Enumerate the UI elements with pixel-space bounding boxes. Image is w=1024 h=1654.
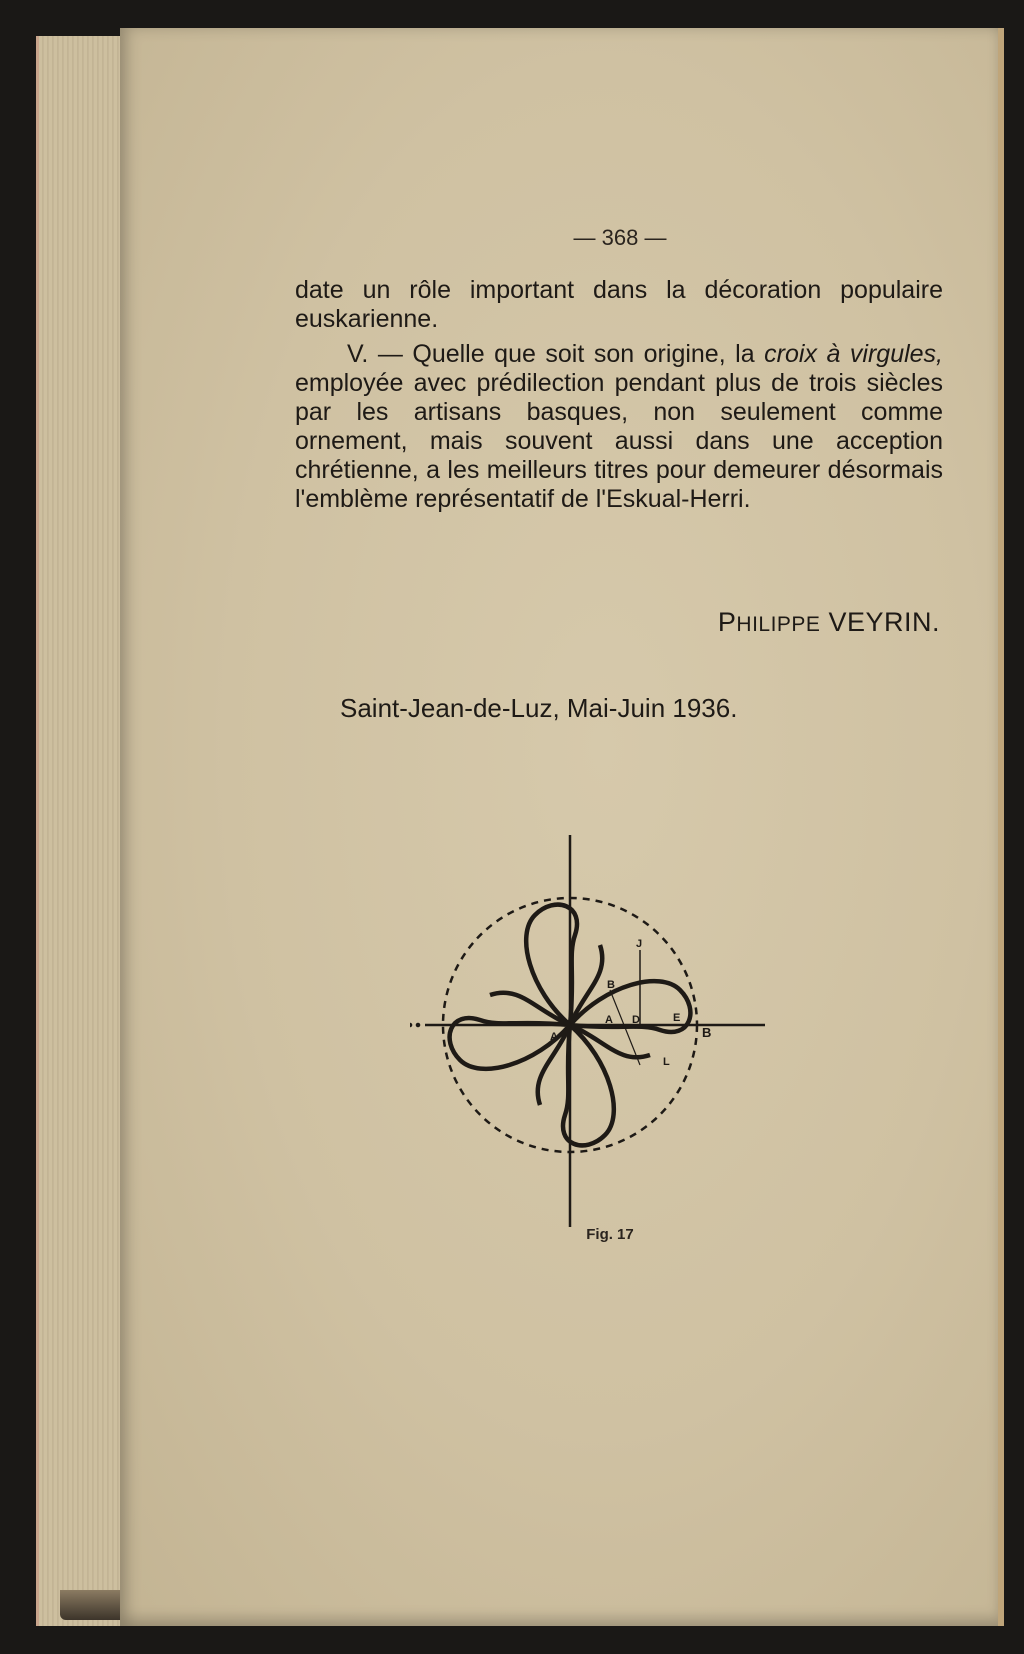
point-label-b2: B (702, 1025, 712, 1040)
signature-small-caps: HILIPPE (736, 613, 821, 636)
page-number: — 368 — (573, 225, 667, 250)
paragraph-lead: V. — Quelle que soit son origine, la (347, 340, 765, 368)
paragraph-continuation: date un rôle important dans la décoration populaire euskarienne. (295, 276, 943, 333)
basque-cross-figure (410, 825, 810, 1245)
figure-caption: Fig. 17 (586, 1226, 634, 1243)
author-signature (640, 607, 940, 638)
paragraph-conclusion (295, 340, 943, 514)
point-label-b: B (607, 979, 615, 991)
place-date: Saint-Jean-de-Luz, Mai-Juin 1936. (340, 693, 738, 723)
point-label-j: J (636, 938, 643, 950)
axis-dot (410, 1023, 412, 1027)
point-label-a: A (550, 1031, 558, 1043)
axis-dot (416, 1023, 420, 1027)
paragraph-emphasis: croix à virgules, (764, 340, 943, 368)
paragraph-rest: employée avec prédilection pendant plus de trois siècles par les artisans basques, non seulement comme ornement, mais souvent aussi dans une acception chrétienne, a les meilleurs titres pour demeurer désormais l'emblème représentatif de l'Eskual-Herri. (295, 369, 943, 513)
signature-surname: VEYRIN. (828, 607, 940, 637)
point-label-a2: A (605, 1014, 613, 1026)
point-label-d: D (632, 1014, 640, 1026)
signature-initial: P (717, 607, 737, 637)
point-label-l: L (663, 1056, 670, 1068)
point-label-e: E (673, 1012, 681, 1024)
